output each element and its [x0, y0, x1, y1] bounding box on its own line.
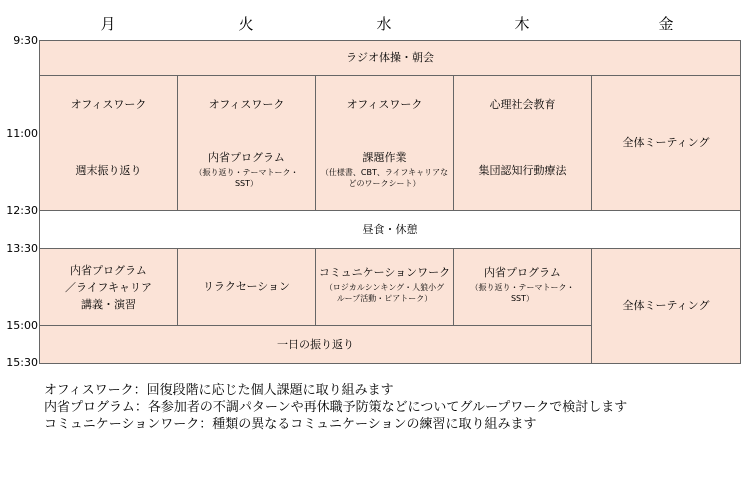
cell-morning-tue-top: オフィスワーク	[208, 98, 285, 111]
legend-reflection-program: 内省プログラム：各参加者の不調パターンや再休職予防策などについてグループワークで検討します	[44, 400, 628, 415]
time-label-1500: 15:00	[6, 319, 38, 332]
cell-morning-fri-label: 全体ミーティング	[622, 136, 710, 149]
cell-afternoon-mon-line2: ／ライフキャリア	[65, 280, 152, 294]
cell-morning-tue	[177, 75, 316, 211]
time-label-1230: 12:30	[6, 204, 38, 217]
cell-morning-mon	[39, 75, 178, 211]
day-header-tue: 火	[238, 15, 254, 33]
time-label-1530: 15:30	[6, 356, 38, 369]
cell-afternoon-mon-line1: 内省プログラム	[70, 263, 147, 277]
day-header-thu: 木	[514, 15, 530, 33]
cell-daily-review-label: 一日の振り返り	[277, 337, 354, 351]
cell-morning-assembly	[39, 40, 741, 76]
cell-morning-mon-bottom: 週末振り返り	[75, 164, 142, 177]
time-label-0930: 9:30	[13, 34, 38, 47]
cell-afternoon-tue	[177, 248, 316, 326]
time-label-1330: 13:30	[6, 242, 38, 255]
legend-communication-work: コミュニケーションワーク：種類の異なるコミュニケーションの練習に取り組みます	[44, 417, 537, 432]
cell-afternoon-mon-line3: 講義・演習	[81, 297, 136, 311]
cell-morning-thu-bottom: 集団認知行動療法	[478, 164, 567, 177]
cell-lunch	[39, 210, 741, 249]
cell-morning-tue-program	[178, 151, 315, 189]
cell-afternoon-tue-label: リラクセーション	[202, 280, 291, 293]
cell-morning-mon-top: オフィスワーク	[70, 98, 147, 111]
cell-afternoon-wed-note: （ロジカルシンキング・人狼小グループ活動・ピアトーク）	[324, 283, 445, 303]
cell-afternoon-wed	[315, 248, 454, 326]
cell-morning-wed	[315, 75, 454, 211]
cell-lunch-label: 昼食・休憩	[362, 222, 418, 236]
cell-morning-wed-note: （仕様書、CBT、ライフキャリアなどのワークシート）	[320, 168, 449, 188]
cell-morning-tue-note: （振り返り・テーマトーク・SST）	[194, 168, 299, 188]
cell-afternoon-mon	[39, 248, 178, 326]
cell-morning-wed-top: オフィスワーク	[346, 98, 423, 111]
cell-morning-thu	[453, 75, 592, 211]
cell-morning-thu-top: 心理社会教育	[489, 98, 556, 111]
day-header-mon: 月	[100, 15, 116, 33]
time-label-1100: 11:00	[6, 127, 38, 140]
cell-morning-assembly-label: ラジオ体操・朝会	[346, 51, 434, 64]
cell-afternoon-thu-title: 内省プログラム	[484, 266, 561, 279]
legend-office-work: オフィスワーク：回復段階に応じた個人課題に取り組みます	[44, 383, 394, 398]
cell-morning-fri	[591, 75, 741, 211]
day-header-wed: 水	[376, 15, 392, 33]
cell-afternoon-fri	[591, 248, 741, 364]
cell-afternoon-thu-note: （振り返り・テーマトーク・SST）	[470, 283, 575, 303]
cell-daily-review	[39, 325, 592, 364]
cell-morning-tue-bottom: 内省プログラム	[208, 151, 285, 164]
cell-morning-wed-program	[316, 151, 453, 189]
cell-morning-wed-bottom: 課題作業	[362, 151, 407, 164]
cell-afternoon-wed-title: コミュニケーションワーク	[318, 266, 451, 279]
day-header-fri: 金	[658, 15, 674, 33]
cell-afternoon-fri-label: 全体ミーティング	[622, 299, 710, 312]
cell-afternoon-thu	[453, 248, 592, 326]
